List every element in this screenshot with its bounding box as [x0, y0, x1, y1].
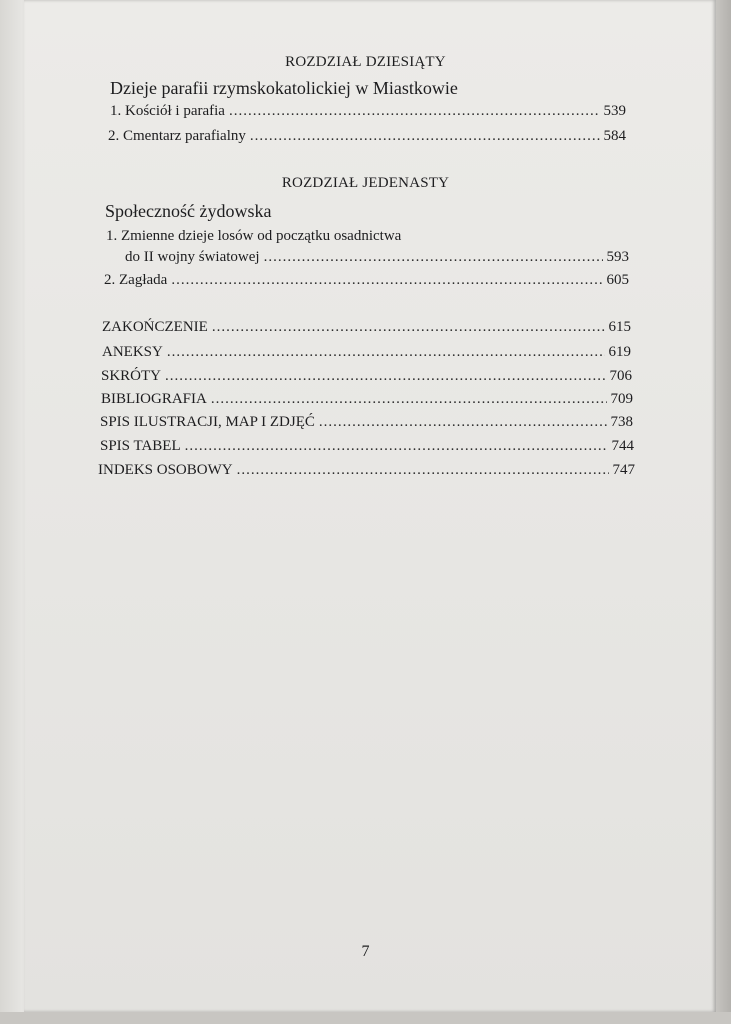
toc-entry-page: 709 — [610, 391, 633, 407]
dot-leader — [212, 319, 605, 336]
toc-entry-label: INDEKS OSOBOWY — [98, 462, 233, 478]
toc-entry-label: do II wojny światowej — [125, 249, 260, 265]
toc-entry-label: BIBLIOGRAFIA — [101, 391, 207, 407]
toc-entry-page: 738 — [610, 414, 633, 430]
dot-leader — [167, 344, 605, 361]
dot-leader — [229, 103, 600, 120]
page-number: 7 — [361, 943, 370, 960]
toc-entry-label: SPIS ILUSTRACJI, MAP I ZDJĘĆ — [100, 414, 315, 430]
toc-entry-page: 706 — [609, 368, 632, 384]
chapter10-heading: ROZDZIAŁ DZIESIĄTY — [285, 54, 446, 70]
toc-entry[interactable] — [108, 128, 626, 145]
toc-entry-page: 615 — [608, 319, 631, 335]
toc-entry[interactable] — [110, 103, 626, 120]
toc-entry-label: SKRÓTY — [101, 368, 162, 384]
toc-entry-label-line1[interactable]: 1. Zmienne dzieje losów od początku osadnictwa — [106, 228, 402, 244]
right-page-edge — [716, 0, 731, 1024]
toc-entry[interactable] — [125, 249, 629, 266]
dot-leader — [319, 414, 607, 431]
dot-leader — [250, 128, 600, 145]
toc-entry-page: 584 — [603, 128, 626, 144]
chapter11-heading: ROZDZIAŁ JEDENASTY — [281, 175, 450, 191]
toc-entry[interactable] — [100, 438, 634, 455]
toc-entry-label: 1. Kościół i parafia — [110, 103, 225, 119]
toc-entry[interactable] — [100, 414, 633, 431]
toc-entry-label: 2. Zagłada — [104, 272, 168, 288]
toc-entry-page: 744 — [611, 438, 634, 454]
chapter10-title: Dzieje parafii rzymskokatolickiej w Miastkowie — [110, 78, 458, 98]
bottom-page-edge — [0, 1012, 731, 1024]
dot-leader — [264, 249, 603, 266]
dot-leader — [171, 272, 602, 289]
book-page — [24, 0, 716, 1012]
toc-entry-label: ANEKSY — [102, 344, 163, 360]
toc-entry-page: 619 — [608, 344, 631, 360]
toc-entry[interactable] — [102, 319, 631, 336]
toc-entry-label: SPIS TABEL — [100, 438, 181, 454]
chapter11-title: Społeczność żydowska — [105, 201, 272, 221]
toc-entry-label: ZAKOŃCZENIE — [102, 319, 208, 335]
toc-entry[interactable] — [104, 272, 629, 289]
toc-entry-page: 605 — [606, 272, 629, 288]
dot-leader — [165, 368, 605, 385]
toc-entry-page: 747 — [612, 462, 635, 478]
toc-entry[interactable] — [98, 462, 635, 479]
dot-leader — [185, 438, 608, 455]
toc-entry-page: 539 — [603, 103, 626, 119]
dot-leader — [237, 462, 609, 479]
toc-entry[interactable] — [101, 368, 632, 385]
toc-entry[interactable] — [102, 344, 631, 361]
dot-leader — [211, 391, 607, 408]
toc-entry[interactable] — [101, 391, 633, 408]
toc-entry-label: 2. Cmentarz parafialny — [108, 128, 246, 144]
toc-entry-page: 593 — [606, 249, 629, 265]
